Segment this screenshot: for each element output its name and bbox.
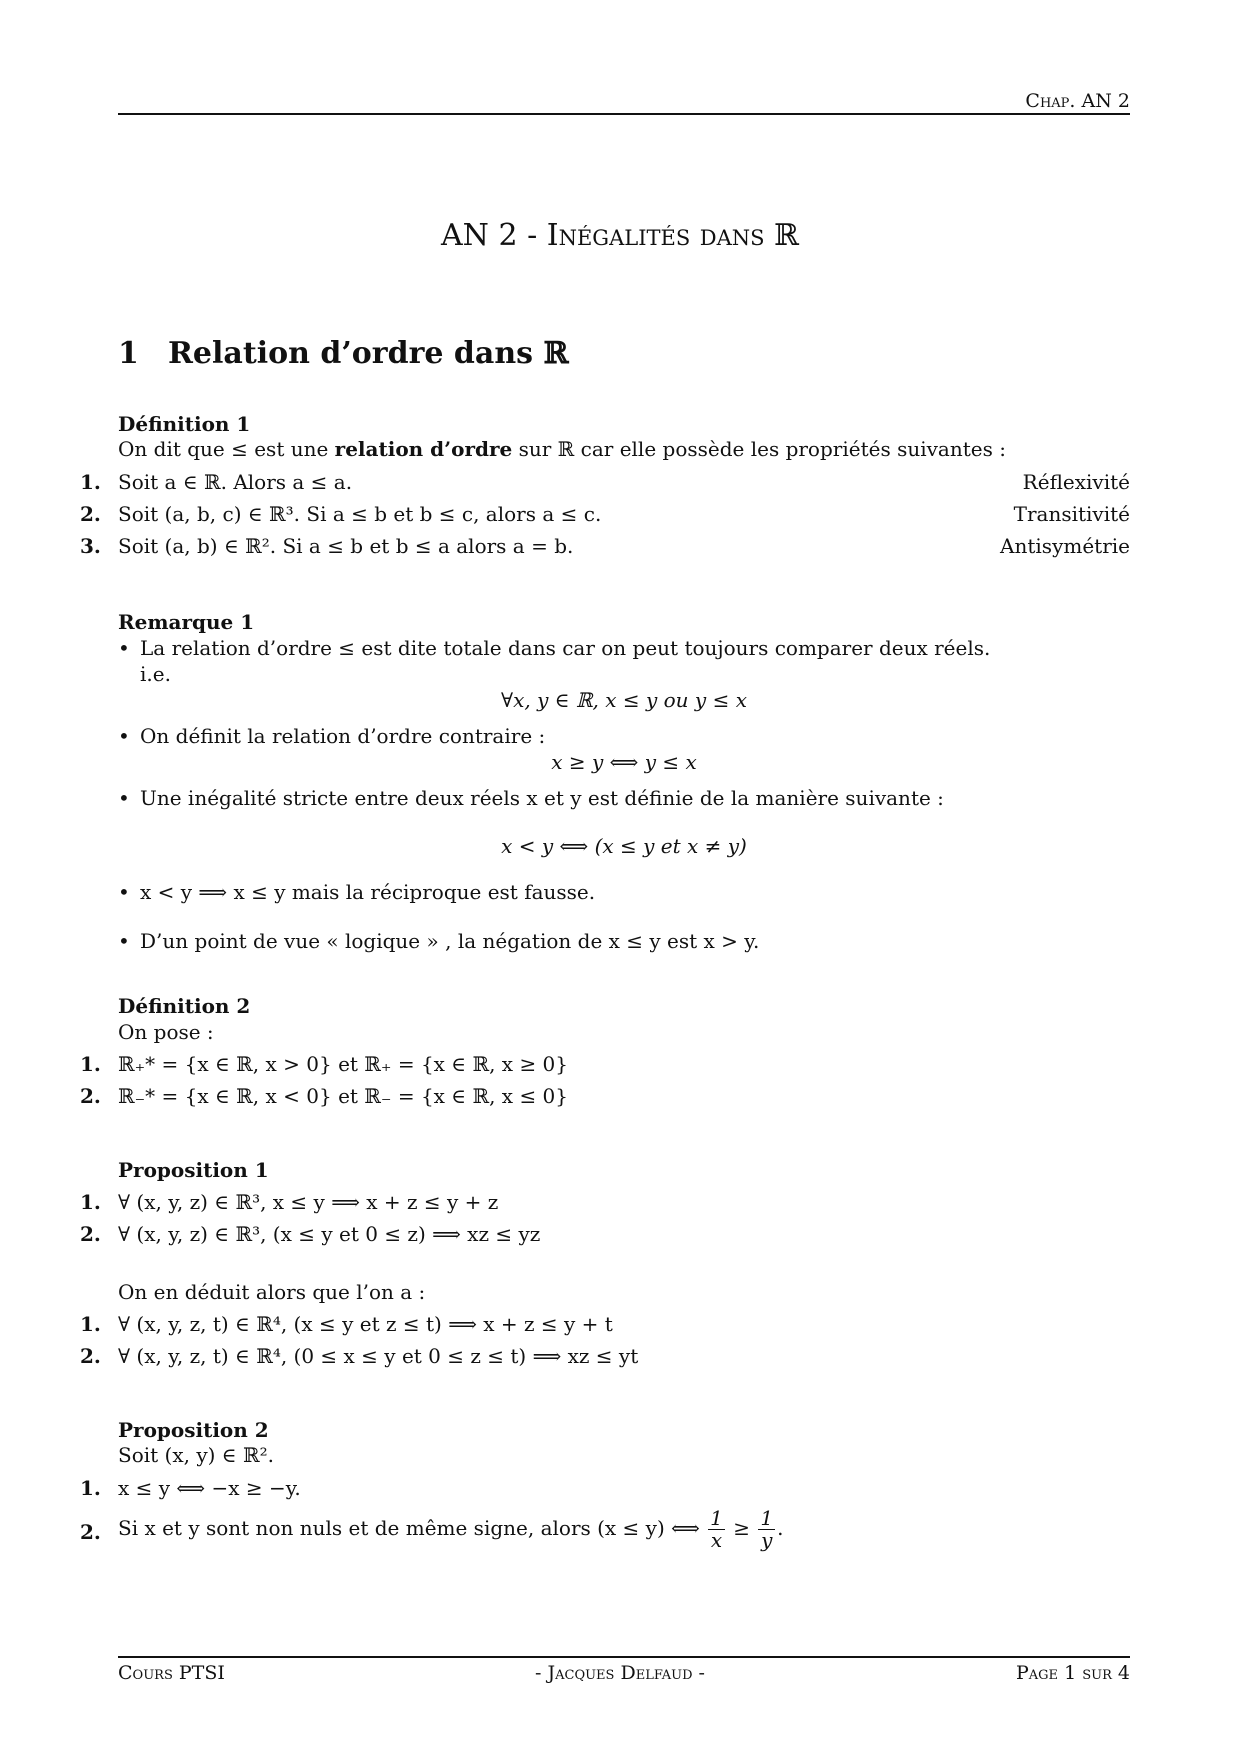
- item-number: 1.: [80, 1476, 101, 1500]
- geq-symbol: ≥: [733, 1516, 751, 1540]
- item-text-pre: Si x et y sont non nuls et de même signe, alors (x ≤ y) ⟺: [118, 1516, 700, 1540]
- bullet-text: Une inégalité stricte entre deux réels x et y est définie de la manière suivante :: [140, 786, 944, 810]
- footer-author: - Jacques Delfaud -: [535, 1662, 705, 1684]
- fraction-1-over-x: [708, 1508, 725, 1551]
- bullet-text: On définit la relation d’ordre contraire :: [140, 724, 546, 748]
- remark-ie: i.e.: [140, 662, 171, 686]
- remark-1-heading: Remarque 1: [118, 610, 255, 634]
- footer-rule: [118, 1656, 1130, 1658]
- section-heading: [118, 336, 568, 371]
- fraction-numerator: 1: [710, 1506, 723, 1530]
- item-text: ∀ (x, y, z, t) ∈ ℝ⁴, (x ≤ y et z ≤ t) ⟹ x + z ≤ y + t: [118, 1312, 613, 1336]
- definition-2-intro: On pose :: [118, 1020, 214, 1044]
- item-number: 2.: [80, 1222, 101, 1246]
- item-text: Soit (a, b, c) ∈ ℝ³. Si a ≤ b et b ≤ c, alors a ≤ c.: [118, 502, 602, 526]
- remark-equation-1: ∀x, y ∈ ℝ, x ≤ y ou y ≤ x: [501, 688, 747, 712]
- definition-1-intro-bold: relation d’ordre: [334, 437, 513, 461]
- bullet-text: x < y ⟹ x ≤ y mais la réciproque est fausse.: [140, 880, 596, 904]
- item-property: Transitivité: [1013, 502, 1130, 526]
- item-text: ∀ (x, y, z, t) ∈ ℝ⁴, (0 ≤ x ≤ y et 0 ≤ z ≤ t) ⟹ xz ≤ yt: [118, 1344, 639, 1368]
- fraction-1-over-y: [758, 1508, 775, 1551]
- section-title: Relation d’ordre dans ℝ: [168, 336, 569, 371]
- chapter-label: Chap. AN 2: [1025, 90, 1130, 112]
- fraction-denominator: x: [710, 1528, 723, 1552]
- item-text-post: .: [777, 1516, 784, 1540]
- item-text: ∀ (x, y, z) ∈ ℝ³, (x ≤ y et 0 ≤ z) ⟹ xz ≤ yz: [118, 1222, 541, 1246]
- header-rule: [118, 113, 1130, 115]
- bullet-text: D’un point de vue « logique » , la négation de x ≤ y est x > y.: [140, 929, 760, 953]
- bullet-dot: •: [118, 786, 130, 810]
- item-text: ℝ₋* = {x ∈ ℝ, x < 0} et ℝ₋ = {x ∈ ℝ, x ≤ 0}: [118, 1084, 569, 1108]
- proposition-2-item: [80, 1508, 1130, 1552]
- bullet-dot: •: [118, 636, 130, 660]
- definition-2-heading: Définition 2: [118, 994, 251, 1018]
- footer-page-number: Page 1 sur 4: [1016, 1662, 1130, 1684]
- item-number: 1.: [80, 1052, 101, 1076]
- item-text: ∀ (x, y, z) ∈ ℝ³, x ≤ y ⟹ x + z ≤ y + z: [118, 1190, 499, 1214]
- item-text: [118, 1508, 783, 1551]
- item-property: Antisymétrie: [1000, 534, 1130, 558]
- definition-1-intro-pre: On dit que ≤ est une: [118, 437, 335, 461]
- page-title: AN 2 - Inégalités dans ℝ: [441, 218, 799, 253]
- item-number: 2.: [80, 1520, 101, 1544]
- item-number: 2.: [80, 1084, 101, 1108]
- bullet-dot: •: [118, 880, 130, 904]
- item-text: ℝ₊* = {x ∈ ℝ, x > 0} et ℝ₊ = {x ∈ ℝ, x ≥ 0}: [118, 1052, 569, 1076]
- bullet-text: La relation d’ordre ≤ est dite totale dans car on peut toujours comparer deux réels.: [140, 636, 991, 660]
- fraction-denominator: y: [761, 1528, 773, 1552]
- remark-equation-3: x < y ⟺ (x ≤ y et x ≠ y): [501, 834, 747, 858]
- section-number: 1: [118, 336, 139, 371]
- definition-1-heading: Définition 1: [118, 412, 251, 436]
- item-text: Soit (a, b) ∈ ℝ². Si a ≤ b et b ≤ a alors a = b.: [118, 534, 574, 558]
- footer-course: Cours PTSI: [118, 1662, 225, 1684]
- remark-equation-2: x ≥ y ⟺ y ≤ x: [551, 750, 697, 774]
- definition-1-intro-post: sur ℝ car elle possède les propriétés suivantes :: [512, 437, 1006, 461]
- fraction-numerator: 1: [760, 1506, 774, 1530]
- item-text: Soit a ∈ ℝ. Alors a ≤ a.: [118, 470, 353, 494]
- bullet-dot: •: [118, 724, 130, 748]
- proposition-2-intro: Soit (x, y) ∈ ℝ².: [118, 1443, 274, 1467]
- item-number: 1.: [80, 1312, 101, 1336]
- proposition-2-heading: Proposition 2: [118, 1418, 269, 1442]
- item-number: 2.: [80, 502, 101, 526]
- proposition-1-heading: Proposition 1: [118, 1158, 269, 1182]
- definition-1-intro: [118, 437, 1006, 461]
- item-number: 2.: [80, 1344, 101, 1368]
- item-property: Réflexivité: [1022, 470, 1130, 494]
- bullet-dot: •: [118, 929, 130, 953]
- item-number: 1.: [80, 470, 101, 494]
- item-text: x ≤ y ⟺ −x ≥ −y.: [118, 1476, 301, 1500]
- item-number: 1.: [80, 1190, 101, 1214]
- item-number: 3.: [80, 534, 101, 558]
- proposition-1-deduce: On en déduit alors que l’on a :: [118, 1280, 426, 1304]
